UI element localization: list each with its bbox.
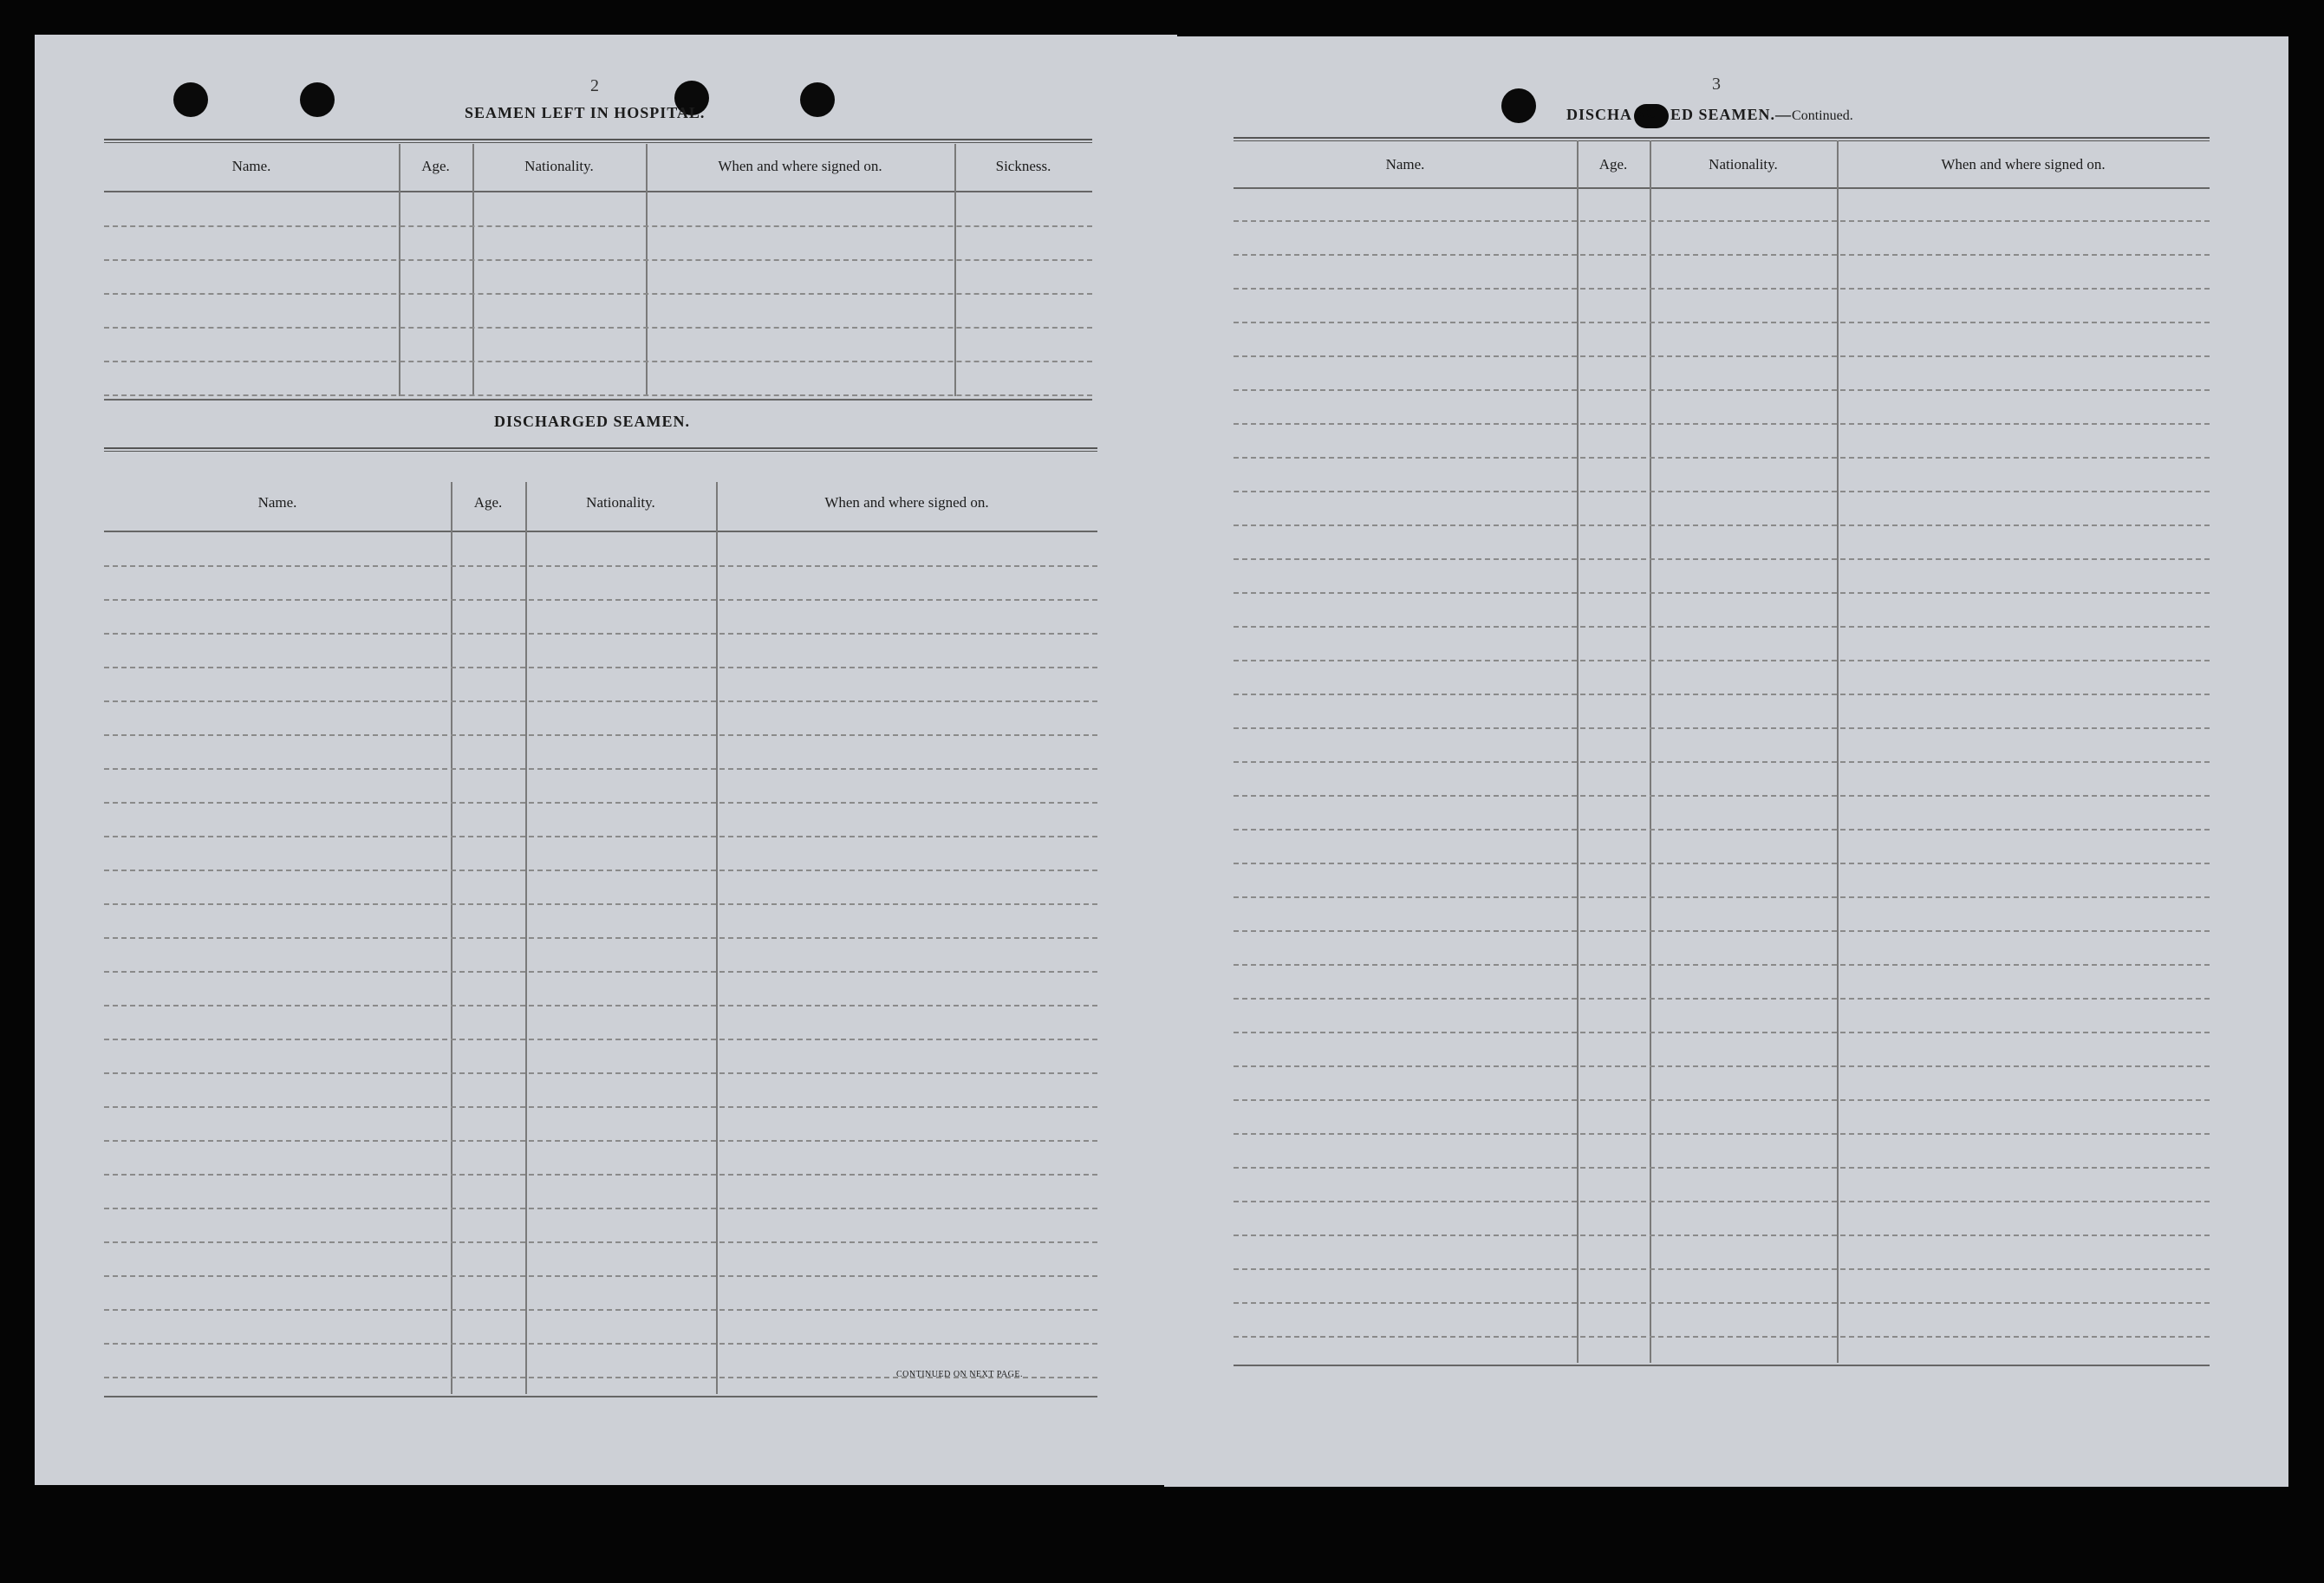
table-row	[104, 870, 1097, 871]
table-row	[1234, 254, 2210, 256]
column-header-sickness: Sickness.	[995, 158, 1051, 174]
table-row	[1234, 626, 2210, 628]
punch-hole-icon	[173, 82, 208, 117]
table-row	[1234, 1201, 2210, 1202]
page-number: 3	[1712, 75, 1721, 94]
table-header	[104, 494, 1097, 511]
table-row	[104, 225, 1092, 227]
table-row	[1234, 1268, 2210, 1270]
table-row	[104, 700, 1097, 702]
column-header-name: Name.	[231, 158, 271, 174]
table-header	[1234, 156, 2210, 173]
table-header	[104, 158, 1092, 175]
table-row	[104, 768, 1097, 770]
table-row	[104, 1208, 1097, 1209]
table-row	[104, 937, 1097, 939]
table-row	[104, 1275, 1097, 1277]
table-row	[104, 1140, 1097, 1142]
punch-hole-icon	[300, 82, 335, 117]
table-row	[1234, 727, 2210, 729]
table-row	[1234, 558, 2210, 560]
continued-note: CONTINUED ON NEXT PAGE.	[896, 1370, 1023, 1379]
table-row	[104, 1039, 1097, 1040]
table-row	[104, 1072, 1097, 1074]
column-header-signed-on: When and where signed on.	[824, 494, 989, 511]
hospital-table	[104, 139, 1092, 438]
discharged-continued-title: DISCHA RG ED SEAMEN.—Continued.	[1566, 104, 1853, 128]
table-row	[1234, 1302, 2210, 1304]
table-row	[1234, 220, 2210, 222]
table-row	[1234, 322, 2210, 323]
table-row	[104, 734, 1097, 736]
table-row	[1234, 491, 2210, 492]
table-row	[1234, 795, 2210, 797]
table-row	[1234, 457, 2210, 459]
page-number: 2	[590, 76, 599, 95]
table-row	[1234, 389, 2210, 391]
table-row	[104, 327, 1092, 329]
column-header-nationality: Nationality.	[1709, 156, 1778, 173]
column-header-age: Age.	[1598, 156, 1628, 173]
table-row	[1234, 863, 2210, 864]
table-row	[1234, 1133, 2210, 1135]
punch-hole-icon	[1501, 88, 1536, 123]
table-row	[1234, 288, 2210, 290]
table-row	[1234, 829, 2210, 831]
discharged-continued-table	[1234, 137, 2210, 1403]
table-row	[1234, 1032, 2210, 1033]
column-header-nationality: Nationality.	[524, 158, 594, 174]
column-header-signed-on: When and where signed on.	[1941, 156, 2106, 173]
table-row	[1234, 761, 2210, 763]
table-row	[1234, 964, 2210, 966]
table-row	[104, 633, 1097, 635]
table-row	[104, 1106, 1097, 1108]
table-row	[104, 361, 1092, 362]
table-row	[1234, 1167, 2210, 1169]
column-header-signed-on: When and where signed on.	[718, 158, 882, 174]
table-row	[104, 1241, 1097, 1243]
column-header-age: Age.	[421, 158, 450, 174]
table-row	[104, 1005, 1097, 1006]
table-row	[1234, 660, 2210, 661]
column-header-name: Name.	[1385, 156, 1425, 173]
table-row	[104, 1174, 1097, 1176]
column-header-age: Age.	[473, 494, 503, 511]
table-row	[1234, 1336, 2210, 1338]
table-row	[104, 802, 1097, 804]
table-row	[1234, 930, 2210, 932]
table-row	[1234, 998, 2210, 1000]
discharged-table	[104, 447, 1097, 1401]
table-row	[1234, 355, 2210, 357]
table-row	[1234, 524, 2210, 526]
column-header-nationality: Nationality.	[586, 494, 655, 511]
left-page	[35, 35, 1177, 1485]
table-row	[104, 667, 1097, 668]
discharged-section-title: DISCHARGED SEAMEN.	[494, 413, 691, 430]
column-header-name: Name.	[257, 494, 297, 511]
table-row	[104, 971, 1097, 973]
table-row	[1234, 1099, 2210, 1101]
hospital-section-title: SEAMEN LEFT IN HOSPITAL.	[465, 104, 706, 121]
table-row	[104, 599, 1097, 601]
table-row	[104, 1343, 1097, 1345]
table-row	[104, 836, 1097, 837]
right-page	[1164, 36, 2288, 1487]
table-row	[104, 1309, 1097, 1311]
table-row	[104, 394, 1092, 396]
table-row	[1234, 1065, 2210, 1067]
table-row	[1234, 896, 2210, 898]
table-row	[104, 903, 1097, 905]
table-row	[104, 565, 1097, 567]
table-row	[1234, 694, 2210, 695]
table-row	[1234, 423, 2210, 425]
table-row	[104, 293, 1092, 295]
table-row	[104, 259, 1092, 261]
table-row	[1234, 592, 2210, 594]
punch-hole-icon	[800, 82, 835, 117]
table-row	[1234, 1234, 2210, 1236]
